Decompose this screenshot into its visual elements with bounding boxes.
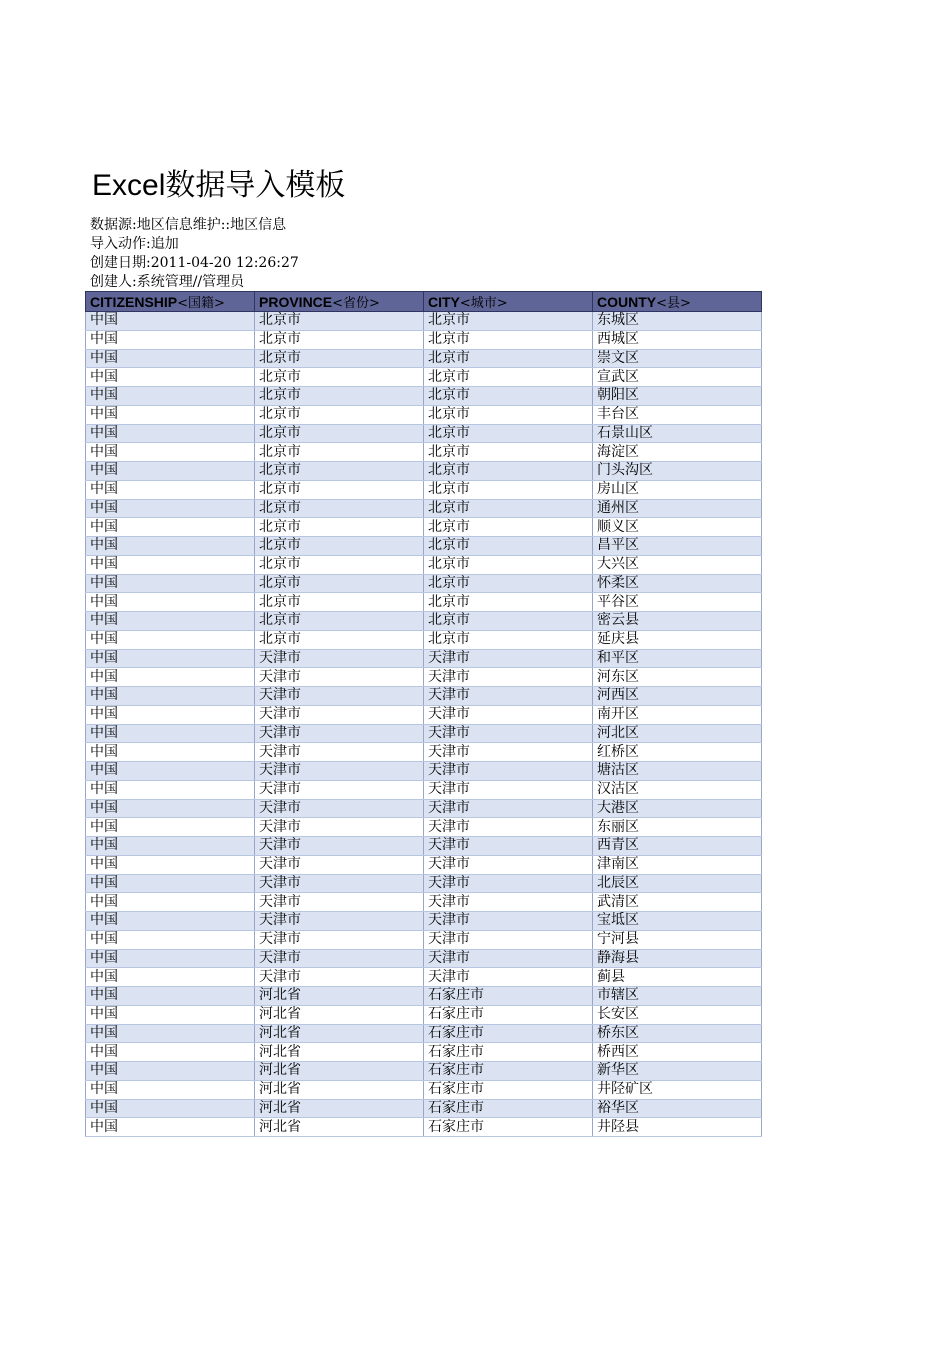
county-cell[interactable]: 延庆县 — [593, 630, 762, 649]
table-row — [86, 424, 762, 443]
province-cell[interactable]: 北京市 — [255, 593, 424, 612]
table-row — [86, 1043, 762, 1062]
county-cell[interactable]: 顺义区 — [593, 518, 762, 537]
county-cell[interactable]: 河北区 — [593, 724, 762, 743]
province-cell[interactable]: 天津市 — [255, 912, 424, 931]
table-row — [86, 480, 762, 499]
city-cell[interactable]: 天津市 — [424, 874, 593, 893]
citizenship-cell[interactable]: 中国 — [86, 630, 255, 649]
citizenship-cell[interactable]: 中国 — [86, 893, 255, 912]
citizenship-cell[interactable]: 中国 — [86, 649, 255, 668]
city-cell[interactable]: 天津市 — [424, 687, 593, 706]
province-cell[interactable]: 北京市 — [255, 612, 424, 631]
table-row — [86, 1005, 762, 1024]
citizenship-cell[interactable]: 中国 — [86, 574, 255, 593]
city-cell[interactable]: 北京市 — [424, 499, 593, 518]
table-row — [86, 874, 762, 893]
county-cell[interactable]: 通州区 — [593, 499, 762, 518]
citizenship-cell[interactable]: 中国 — [86, 1005, 255, 1024]
province-cell[interactable]: 天津市 — [255, 780, 424, 799]
province-cell[interactable]: 河北省 — [255, 1099, 424, 1118]
county-cell[interactable]: 南开区 — [593, 705, 762, 724]
county-cell[interactable]: 朝阳区 — [593, 387, 762, 406]
header-row — [86, 292, 762, 312]
document-title: Excel数据导入模板 — [92, 169, 346, 202]
header-province-en: PROVINCE — [259, 294, 333, 310]
table-row — [86, 837, 762, 856]
city-cell[interactable]: 天津市 — [424, 762, 593, 781]
city-cell[interactable]: 北京市 — [424, 349, 593, 368]
province-cell[interactable]: 天津市 — [255, 930, 424, 949]
province-cell[interactable]: 天津市 — [255, 762, 424, 781]
table-row — [86, 405, 762, 424]
table-row — [86, 462, 762, 481]
county-cell[interactable]: 河东区 — [593, 668, 762, 687]
table-row — [86, 555, 762, 574]
city-cell[interactable]: 天津市 — [424, 837, 593, 856]
county-cell[interactable]: 宁河县 — [593, 930, 762, 949]
table-row — [86, 743, 762, 762]
province-cell[interactable]: 河北省 — [255, 1043, 424, 1062]
county-cell[interactable]: 大兴区 — [593, 555, 762, 574]
table-row — [86, 930, 762, 949]
citizenship-cell[interactable]: 中国 — [86, 799, 255, 818]
county-cell[interactable]: 市辖区 — [593, 987, 762, 1006]
citizenship-cell[interactable]: 中国 — [86, 780, 255, 799]
county-cell[interactable]: 房山区 — [593, 480, 762, 499]
province-cell[interactable]: 天津市 — [255, 874, 424, 893]
city-cell[interactable]: 天津市 — [424, 705, 593, 724]
county-cell[interactable]: 西青区 — [593, 837, 762, 856]
citizenship-cell[interactable]: 中国 — [86, 312, 255, 331]
citizenship-cell[interactable]: 中国 — [86, 537, 255, 556]
province-cell[interactable]: 北京市 — [255, 574, 424, 593]
citizenship-cell[interactable]: 中国 — [86, 1024, 255, 1043]
table-row — [86, 912, 762, 931]
table-row — [86, 574, 762, 593]
table-row — [86, 799, 762, 818]
city-cell[interactable]: 天津市 — [424, 818, 593, 837]
province-cell[interactable]: 北京市 — [255, 518, 424, 537]
province-cell[interactable]: 天津市 — [255, 855, 424, 874]
city-cell[interactable]: 北京市 — [424, 387, 593, 406]
city-cell[interactable]: 石家庄市 — [424, 1043, 593, 1062]
citizenship-cell[interactable]: 中国 — [86, 462, 255, 481]
citizenship-cell[interactable]: 中国 — [86, 1043, 255, 1062]
province-cell[interactable]: 河北省 — [255, 987, 424, 1006]
city-cell[interactable]: 天津市 — [424, 780, 593, 799]
county-cell[interactable]: 门头沟区 — [593, 462, 762, 481]
table-row — [86, 668, 762, 687]
table-row — [86, 762, 762, 781]
table-row — [86, 687, 762, 706]
province-cell[interactable]: 北京市 — [255, 312, 424, 331]
header-province-cn: <省份> — [332, 296, 380, 311]
table-row — [86, 968, 762, 987]
county-cell[interactable]: 武清区 — [593, 893, 762, 912]
table-row — [86, 780, 762, 799]
table-row — [86, 987, 762, 1006]
citizenship-cell[interactable]: 中国 — [86, 555, 255, 574]
city-cell[interactable]: 北京市 — [424, 480, 593, 499]
citizenship-cell[interactable]: 中国 — [86, 443, 255, 462]
table-row — [86, 1118, 762, 1137]
province-cell[interactable]: 天津市 — [255, 705, 424, 724]
city-cell[interactable]: 北京市 — [424, 593, 593, 612]
county-cell[interactable]: 和平区 — [593, 649, 762, 668]
city-cell[interactable]: 石家庄市 — [424, 1118, 593, 1137]
county-cell[interactable]: 井陉县 — [593, 1118, 762, 1137]
citizenship-cell[interactable]: 中国 — [86, 499, 255, 518]
province-cell[interactable]: 北京市 — [255, 349, 424, 368]
city-cell[interactable]: 天津市 — [424, 912, 593, 931]
meta-creator: 创建人:系统管理//管理员 — [90, 274, 245, 290]
province-cell[interactable]: 北京市 — [255, 480, 424, 499]
table-row — [86, 724, 762, 743]
citizenship-cell[interactable]: 中国 — [86, 949, 255, 968]
header-citizenship-cn: <国籍> — [177, 296, 225, 311]
city-cell[interactable]: 北京市 — [424, 537, 593, 556]
document-meta — [90, 216, 299, 292]
citizenship-cell[interactable]: 中国 — [86, 987, 255, 1006]
city-cell[interactable]: 北京市 — [424, 574, 593, 593]
city-cell[interactable]: 北京市 — [424, 443, 593, 462]
city-cell[interactable]: 石家庄市 — [424, 1099, 593, 1118]
table-row — [86, 387, 762, 406]
city-cell[interactable]: 天津市 — [424, 855, 593, 874]
table-row — [86, 1099, 762, 1118]
province-cell[interactable]: 河北省 — [255, 1062, 424, 1081]
citizenship-cell[interactable]: 中国 — [86, 818, 255, 837]
table-row — [86, 612, 762, 631]
county-cell[interactable]: 东丽区 — [593, 818, 762, 837]
province-cell[interactable]: 天津市 — [255, 968, 424, 987]
city-cell[interactable]: 天津市 — [424, 743, 593, 762]
city-cell[interactable]: 北京市 — [424, 312, 593, 331]
city-cell[interactable]: 天津市 — [424, 968, 593, 987]
citizenship-cell[interactable]: 中国 — [86, 387, 255, 406]
citizenship-cell[interactable]: 中国 — [86, 743, 255, 762]
county-cell[interactable]: 密云县 — [593, 612, 762, 631]
citizenship-cell[interactable]: 中国 — [86, 593, 255, 612]
citizenship-cell[interactable]: 中国 — [86, 612, 255, 631]
header-city-cn: <城市> — [459, 296, 508, 311]
county-cell[interactable]: 北辰区 — [593, 874, 762, 893]
province-cell[interactable]: 河北省 — [255, 1118, 424, 1137]
province-cell[interactable]: 北京市 — [255, 630, 424, 649]
province-cell[interactable]: 河北省 — [255, 1024, 424, 1043]
citizenship-cell[interactable]: 中国 — [86, 405, 255, 424]
citizenship-cell[interactable]: 中国 — [86, 762, 255, 781]
province-cell[interactable]: 天津市 — [255, 743, 424, 762]
header-province[interactable] — [255, 292, 424, 312]
province-cell[interactable]: 天津市 — [255, 668, 424, 687]
county-cell[interactable]: 新华区 — [593, 1062, 762, 1081]
header-county-cn: <县> — [656, 296, 691, 311]
province-cell[interactable]: 北京市 — [255, 405, 424, 424]
city-cell[interactable]: 石家庄市 — [424, 1080, 593, 1099]
citizenship-cell[interactable]: 中国 — [86, 368, 255, 387]
city-cell[interactable]: 天津市 — [424, 799, 593, 818]
table-row — [86, 649, 762, 668]
citizenship-cell[interactable]: 中国 — [86, 349, 255, 368]
county-cell[interactable]: 静海县 — [593, 949, 762, 968]
county-cell[interactable]: 塘沽区 — [593, 762, 762, 781]
county-cell[interactable]: 东城区 — [593, 312, 762, 331]
city-cell[interactable]: 石家庄市 — [424, 1005, 593, 1024]
province-cell[interactable]: 北京市 — [255, 555, 424, 574]
table-row — [86, 630, 762, 649]
county-cell[interactable]: 丰台区 — [593, 405, 762, 424]
county-cell[interactable]: 石景山区 — [593, 424, 762, 443]
meta-import-action: 导入动作:追加 — [90, 236, 179, 252]
county-cell[interactable]: 怀柔区 — [593, 574, 762, 593]
county-cell[interactable]: 昌平区 — [593, 537, 762, 556]
city-cell[interactable]: 北京市 — [424, 330, 593, 349]
data-table — [85, 291, 762, 1137]
county-cell[interactable]: 崇文区 — [593, 349, 762, 368]
county-cell[interactable]: 宝坻区 — [593, 912, 762, 931]
province-cell[interactable]: 北京市 — [255, 443, 424, 462]
city-cell[interactable]: 北京市 — [424, 612, 593, 631]
city-cell[interactable]: 天津市 — [424, 893, 593, 912]
city-cell[interactable]: 北京市 — [424, 462, 593, 481]
county-cell[interactable]: 西城区 — [593, 330, 762, 349]
province-cell[interactable]: 天津市 — [255, 687, 424, 706]
citizenship-cell[interactable]: 中国 — [86, 855, 255, 874]
province-cell[interactable]: 天津市 — [255, 724, 424, 743]
county-cell[interactable]: 河西区 — [593, 687, 762, 706]
province-cell[interactable]: 北京市 — [255, 537, 424, 556]
city-cell[interactable]: 天津市 — [424, 668, 593, 687]
county-cell[interactable]: 海淀区 — [593, 443, 762, 462]
city-cell[interactable]: 天津市 — [424, 949, 593, 968]
city-cell[interactable]: 北京市 — [424, 518, 593, 537]
county-cell[interactable]: 汉沽区 — [593, 780, 762, 799]
table-row — [86, 893, 762, 912]
province-cell[interactable]: 天津市 — [255, 649, 424, 668]
city-cell[interactable]: 北京市 — [424, 405, 593, 424]
citizenship-cell[interactable]: 中国 — [86, 687, 255, 706]
citizenship-cell[interactable]: 中国 — [86, 1062, 255, 1081]
county-cell[interactable]: 大港区 — [593, 799, 762, 818]
county-cell[interactable]: 蓟县 — [593, 968, 762, 987]
citizenship-cell[interactable]: 中国 — [86, 1080, 255, 1099]
header-county-en: COUNTY — [597, 294, 657, 310]
table-row — [86, 1080, 762, 1099]
citizenship-cell[interactable]: 中国 — [86, 837, 255, 856]
citizenship-cell[interactable]: 中国 — [86, 330, 255, 349]
citizenship-cell[interactable]: 中国 — [86, 424, 255, 443]
table-row — [86, 949, 762, 968]
table-row — [86, 537, 762, 556]
province-cell[interactable]: 北京市 — [255, 424, 424, 443]
province-cell[interactable]: 河北省 — [255, 1080, 424, 1099]
province-cell[interactable]: 北京市 — [255, 387, 424, 406]
citizenship-cell[interactable]: 中国 — [86, 668, 255, 687]
citizenship-cell[interactable]: 中国 — [86, 930, 255, 949]
county-cell[interactable]: 桥西区 — [593, 1043, 762, 1062]
province-cell[interactable]: 北京市 — [255, 499, 424, 518]
meta-data-source: 数据源:地区信息维护::地区信息 — [90, 217, 287, 233]
header-citizenship[interactable] — [86, 292, 255, 312]
province-cell[interactable]: 天津市 — [255, 949, 424, 968]
table-row — [86, 855, 762, 874]
header-county[interactable] — [593, 292, 762, 312]
citizenship-cell[interactable]: 中国 — [86, 724, 255, 743]
city-cell[interactable]: 天津市 — [424, 724, 593, 743]
city-cell[interactable]: 天津市 — [424, 930, 593, 949]
city-cell[interactable]: 石家庄市 — [424, 1024, 593, 1043]
county-cell[interactable]: 井陉矿区 — [593, 1080, 762, 1099]
province-cell[interactable]: 天津市 — [255, 818, 424, 837]
table-row — [86, 1024, 762, 1043]
table-row — [86, 593, 762, 612]
province-cell[interactable]: 天津市 — [255, 893, 424, 912]
county-cell[interactable]: 津南区 — [593, 855, 762, 874]
city-cell[interactable]: 北京市 — [424, 555, 593, 574]
citizenship-cell[interactable]: 中国 — [86, 874, 255, 893]
table-row — [86, 1062, 762, 1081]
city-cell[interactable]: 石家庄市 — [424, 1062, 593, 1081]
table-row — [86, 499, 762, 518]
citizenship-cell[interactable]: 中国 — [86, 480, 255, 499]
city-cell[interactable]: 北京市 — [424, 630, 593, 649]
table-row — [86, 818, 762, 837]
header-city-en: CITY — [428, 294, 460, 310]
table-row — [86, 705, 762, 724]
citizenship-cell[interactable]: 中国 — [86, 705, 255, 724]
header-city[interactable] — [424, 292, 593, 312]
county-cell[interactable]: 裕华区 — [593, 1099, 762, 1118]
citizenship-cell[interactable]: 中国 — [86, 1099, 255, 1118]
city-cell[interactable]: 北京市 — [424, 424, 593, 443]
table-row — [86, 443, 762, 462]
table-body — [86, 312, 762, 1137]
province-cell[interactable]: 北京市 — [255, 330, 424, 349]
province-cell[interactable]: 北京市 — [255, 462, 424, 481]
city-cell[interactable]: 北京市 — [424, 368, 593, 387]
province-cell[interactable]: 天津市 — [255, 799, 424, 818]
table-row — [86, 518, 762, 537]
citizenship-cell[interactable]: 中国 — [86, 518, 255, 537]
province-cell[interactable]: 河北省 — [255, 1005, 424, 1024]
citizenship-cell[interactable]: 中国 — [86, 1118, 255, 1137]
city-cell[interactable]: 石家庄市 — [424, 987, 593, 1006]
county-cell[interactable]: 长安区 — [593, 1005, 762, 1024]
county-cell[interactable]: 桥东区 — [593, 1024, 762, 1043]
city-cell[interactable]: 天津市 — [424, 649, 593, 668]
county-cell[interactable]: 红桥区 — [593, 743, 762, 762]
county-cell[interactable]: 平谷区 — [593, 593, 762, 612]
table-row — [86, 349, 762, 368]
header-citizenship-en: CITIZENSHIP — [90, 294, 178, 310]
table-row — [86, 368, 762, 387]
province-cell[interactable]: 天津市 — [255, 837, 424, 856]
meta-created-date: 创建日期:2011-04-20 12:26:27 — [90, 255, 299, 271]
citizenship-cell[interactable]: 中国 — [86, 968, 255, 987]
table-row — [86, 330, 762, 349]
county-cell[interactable]: 宣武区 — [593, 368, 762, 387]
citizenship-cell[interactable]: 中国 — [86, 912, 255, 931]
province-cell[interactable]: 北京市 — [255, 368, 424, 387]
table-row — [86, 312, 762, 331]
